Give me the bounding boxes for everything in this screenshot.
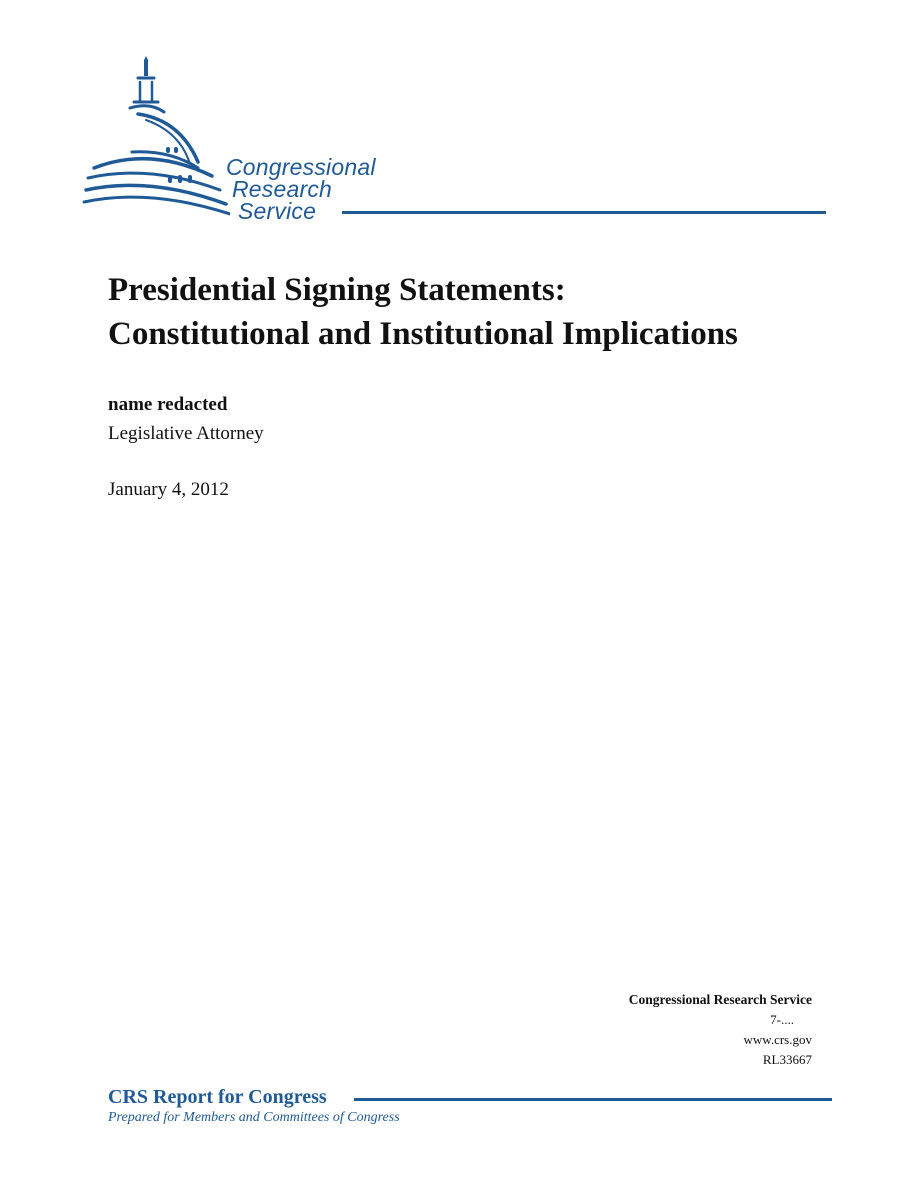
logo-line-research: Research (232, 176, 333, 202)
report-title-line2: Constitutional and Institutional Implications (108, 316, 738, 352)
logo-divider (342, 211, 826, 214)
author-role: Legislative Attorney (108, 423, 264, 444)
logo-line-congressional: Congressional (226, 154, 376, 180)
logo-line-service: Service (238, 198, 317, 224)
report-title (108, 268, 868, 356)
report-number: RL33667 (762, 1052, 812, 1067)
capitol-dome-icon (80, 52, 230, 222)
publisher-block (629, 990, 812, 1070)
footer-divider (354, 1098, 832, 1101)
footer-subtitle: Prepared for Members and Committees of Congress (108, 1110, 400, 1125)
author-name: name redacted (108, 394, 228, 415)
publisher-phone: 7-.... (770, 1012, 794, 1027)
report-date: January 4, 2012 (108, 479, 229, 500)
footer-title: CRS Report for Congress (108, 1086, 327, 1108)
publisher-website: www.crs.gov (743, 1032, 812, 1047)
publisher-org: Congressional Research Service (628, 992, 812, 1007)
report-title-line1: Presidential Signing Statements: (108, 272, 566, 308)
